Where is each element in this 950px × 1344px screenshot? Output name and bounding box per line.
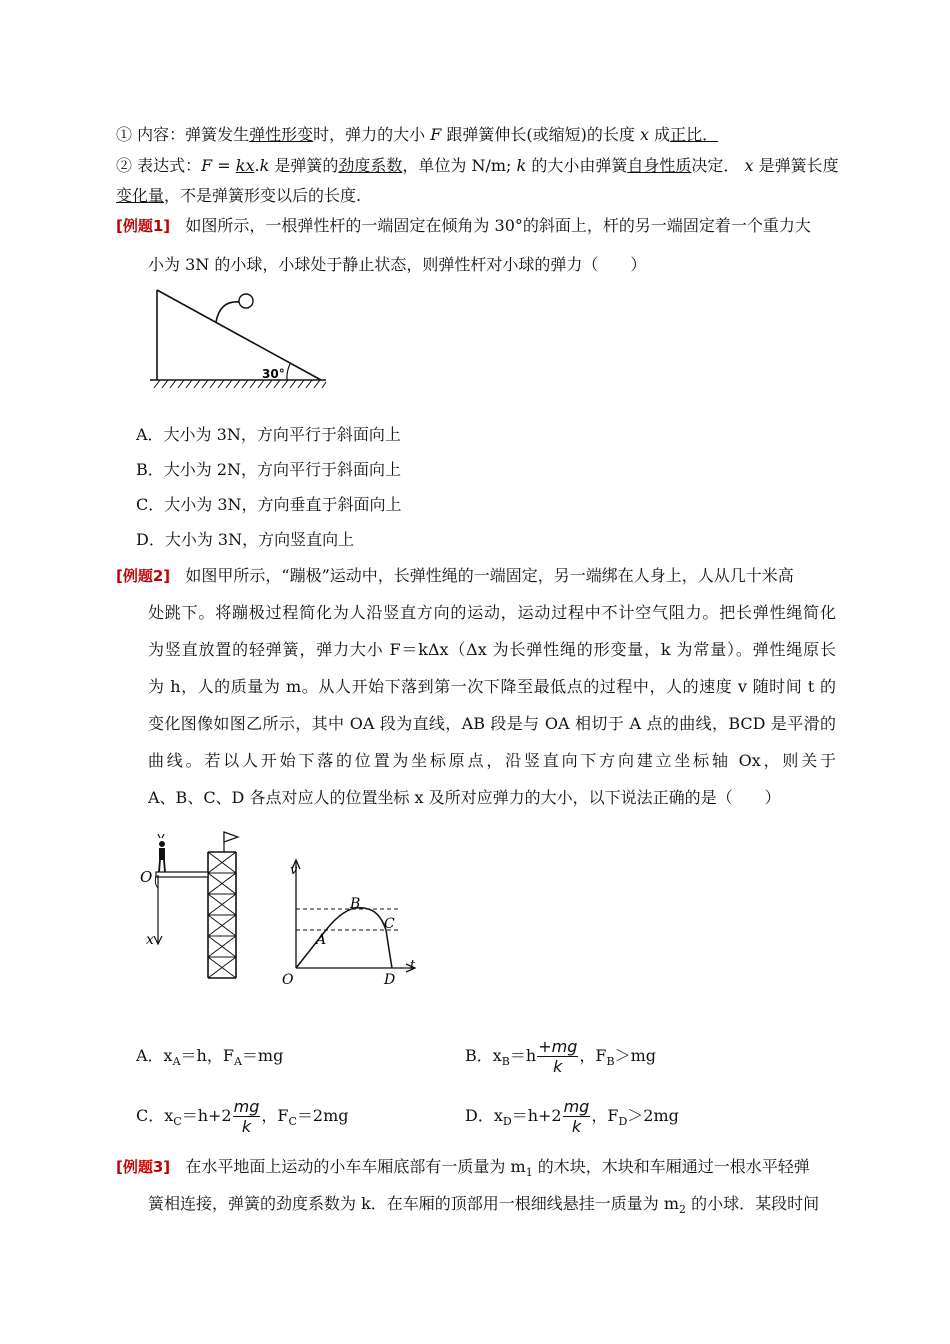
option-text: ＝h [509,1046,537,1065]
example2-line4 [148,675,836,699]
subscript: D [618,1115,628,1129]
option-text: ＝h+2 [181,1106,232,1125]
subscript: A [172,1055,181,1069]
hooke-text: ② 表达式： [116,156,202,175]
example2-line3 [148,638,836,662]
hooke-expression-line-2 [116,184,361,208]
example1-line1 [116,214,836,238]
underlined-term: 变化量 [116,186,165,205]
velocity-time-graph [280,856,420,986]
example2-line5 [148,712,836,736]
example3-line1 [116,1155,836,1185]
point-c-label: C [384,916,395,932]
subscript: C [288,1115,297,1129]
jumper-icon [158,834,165,872]
example1-option-d[interactable]: D．大小为 3N，方向竖直向上 [136,530,355,549]
fraction [233,1097,261,1136]
option-text: A．x [136,1046,173,1065]
velocity-curve [296,908,392,968]
hooke-text: 成 [649,125,671,144]
example2-option-a[interactable] [136,1044,283,1074]
option-text: ＞mg [614,1046,656,1065]
fraction-denominator: k [241,1117,252,1136]
example1-line2: 小为 3N 的小球，小球处于静止状态，则弹性杆对小球的弹力（ ） [148,255,647,274]
subscript: C [173,1115,182,1129]
hooke-text: ① 内容：弹簧发生 [116,125,250,144]
example2-line6 [148,749,836,773]
example2-text: 变化图像如图乙所示，其中 OA 段为直线，AB 段是与 OA 相切于 A 点的曲线，BCD 是平滑的 [148,714,836,733]
example2-option-d[interactable] [465,1096,679,1142]
option-text: ，F [261,1106,289,1125]
subscript: 1 [525,1166,533,1180]
example2-line2 [148,601,836,625]
example3-text: 在水平地面上运动的小车车厢底部有一质量为 m [185,1157,526,1176]
example3-text: 簧相连接，弹簧的劲度系数为 k．在车厢的顶部用一根细线悬挂一质量为 m [148,1194,680,1213]
jump-platform [156,872,208,877]
ground-hatch [150,380,326,388]
variable-k: k [516,156,527,175]
hooke-text: 的大小由弹簧 [526,156,628,175]
example1-option-b[interactable]: B．大小为 2N，方向平行于斜面向上 [136,460,402,479]
option-text: ＞2mg [627,1106,679,1125]
example2-text: 曲线。若以人开始下落的位置为坐标原点，沿竖直向下方向建立坐标轴 Ox，则关于 [148,751,836,770]
option-text: ，F [579,1046,607,1065]
example2-text: 为竖直放置的轻弹簧，弹力大小 F＝kΔx（Δx 为长弹性绳的形变量，k 为常量）。弹性绳原长 [148,640,836,659]
example2-tag: [例题2] [116,567,171,585]
subscript: D [502,1115,512,1129]
fraction-numerator: +mg [538,1037,578,1056]
underlined-term: 自身性质 [627,156,692,175]
hooke-content-line [116,123,718,147]
incline-figure [130,284,335,394]
origin-label: O [140,868,153,886]
x-axis-label: x [146,932,154,948]
flag-icon [224,832,238,852]
example1-option-c[interactable]: C．大小为 3N，方向垂直于斜面向上 [136,495,402,514]
option-text: D．x [465,1106,503,1125]
formula-dot: . [254,156,260,175]
subscript: 2 [679,1203,687,1217]
formula-kx: kx [235,156,255,175]
ball [239,294,253,308]
elastic-rod [216,302,240,322]
variable-x: x [639,125,650,144]
graph-origin-label: O [282,972,294,986]
example3-tag: [例题3] [116,1158,171,1176]
example2-text: 如图甲所示，“蹦极”运动中，长弹性绳的一端固定，另一端绑在人身上，人从几十米高 [185,566,794,585]
fraction [537,1037,578,1076]
option-text: ＝h+2 [511,1106,562,1125]
v-label: v [290,863,298,878]
hooke-text: ，不是弹簧形变以后的长度. [164,186,362,205]
hooke-text: ，单位为 N/m; [402,156,517,175]
variable-x: x [744,156,754,175]
option-text: ＝mg [241,1046,284,1065]
t-label: t [410,958,416,973]
example1-option-a[interactable]: A．大小为 3N，方向平行于斜面向上 [136,425,401,444]
example2-line7: A、B、C、D 各点对应人的位置坐标 x 及所对应弹力的大小，以下说法正确的是（ ） [148,788,781,807]
formula-eq: = [212,156,236,175]
formula-f: F [201,156,213,175]
point-b-label: B [350,896,361,912]
example2-option-c[interactable] [136,1096,349,1142]
variable-k: k [259,156,270,175]
angle-arc [287,364,290,380]
subscript: A [233,1055,242,1069]
example1-text: 如图所示，一根弹性杆的一端固定在倾角为 30°的斜面上，杆的另一端固定着一个重力大 [185,216,811,235]
bungee-tower-figure [134,826,264,984]
point-d-label: D [384,972,396,986]
fraction-denominator: k [553,1057,563,1076]
point-a-label: A [316,932,327,948]
example2-line1 [116,564,836,588]
hooke-text: 是弹簧的 [269,156,339,175]
fraction-numerator: mg [233,1097,260,1116]
underlined-term: 弹性形变 [249,125,314,144]
fraction [563,1097,591,1136]
option-text: C．x [136,1106,174,1125]
subscript: B [606,1055,615,1069]
hooke-text: 决定． [691,156,745,175]
example2-text: 处跳下。将蹦极过程简化为人沿竖直方向的运动，运动过程中不计空气阻力。把长弹性绳简化 [148,603,836,622]
subscript: B [501,1055,510,1069]
example1-tag: [例题1] [116,217,171,235]
hooke-text: 跟弹簧伸长(或缩短)的长度 [441,125,640,144]
variable-f: F [430,125,442,144]
underlined-term: 劲度系数 [338,156,403,175]
hooke-text: 时，弹力的大小 [313,125,431,144]
option-text: B．x [465,1046,502,1065]
tower [208,852,236,978]
angle-label: 30° [262,367,285,381]
underlined-term: 正比． [670,125,719,144]
hooke-text: 是弹簧长度 [753,156,839,175]
example3-text: 的小球．某段时间 [686,1194,820,1213]
example3-text: 的木块，木块和车厢通过一根水平轻弹 [532,1157,810,1176]
example2-option-b[interactable] [465,1036,656,1082]
example2-text: 为 h，人的质量为 m。从人开始下落到第一次下降至最低点的过程中，人的速度 v 随时间 t 的 [148,677,836,696]
option-text: ，F [591,1106,619,1125]
fraction-numerator: mg [563,1097,590,1116]
example3-line2 [148,1192,819,1222]
option-text: ＝2mg [296,1106,349,1125]
option-text: ＝h，F [180,1046,234,1065]
fraction-denominator: k [571,1117,582,1136]
hooke-expression-line [116,154,839,178]
